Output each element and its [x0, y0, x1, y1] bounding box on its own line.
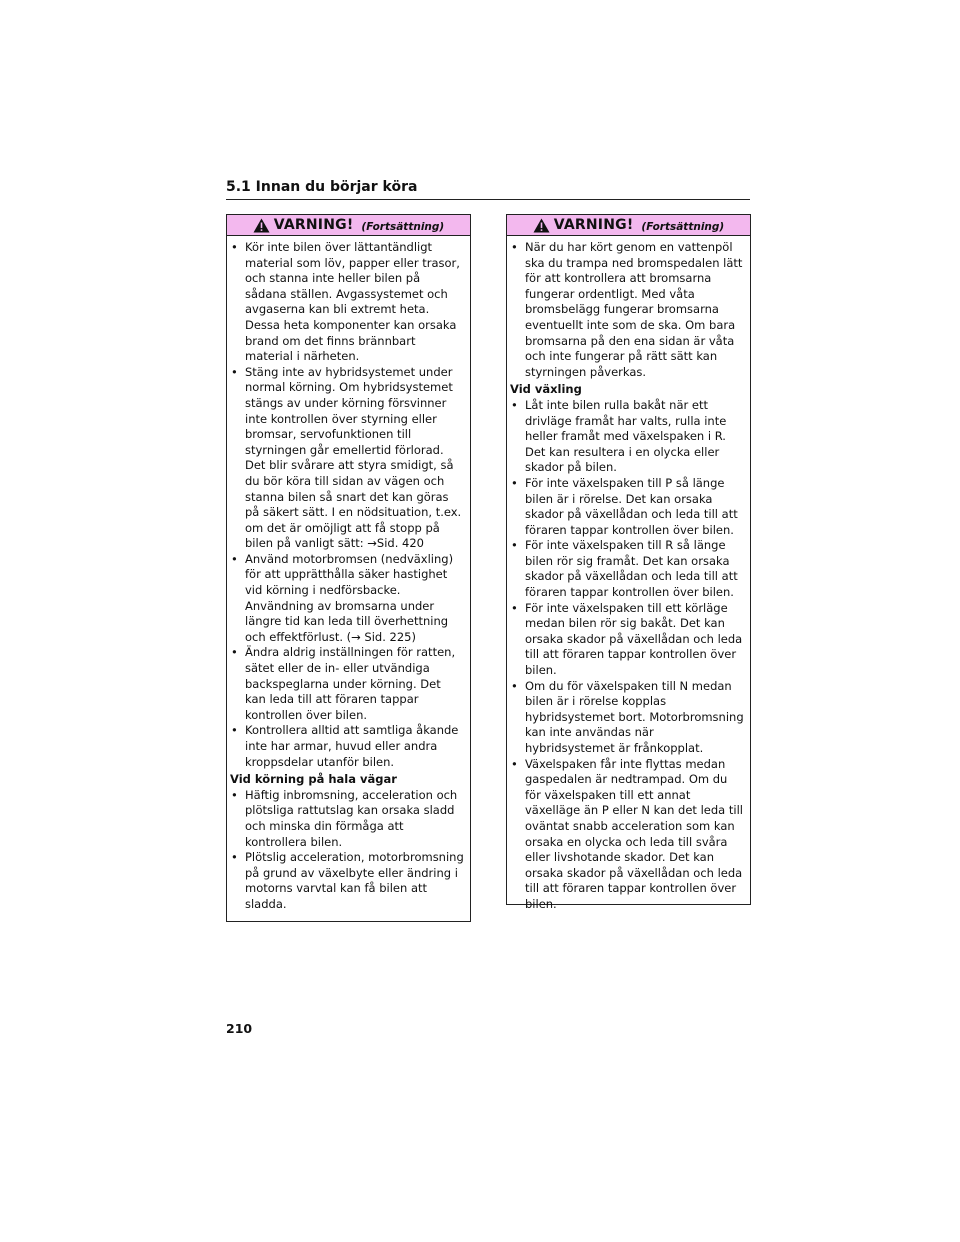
bullet-item: • Stäng inte av hybridsystemet under normal körning. Om hybridsystemet stängs av under körning försvinner inte kontrollen över styrning eller bromsar, servofunktionen till styrningen går emellertid förlorad. Det blir svårare att styra smidigt, så du bör köra till sidan av vägen och stanna bilen så snart det kan göras på säkert sätt. I en nödsituation, t.ex. om det är omöjligt att få stopp på bilen på vanligt sätt: →Sid. 420 — [230, 365, 465, 552]
page-number: 210 — [226, 1021, 253, 1036]
continued-label: (Fortsättning) — [641, 220, 725, 233]
bullet-item: • Kör inte bilen över lättantändligt material som löv, papper eller trasor, och stanna inte heller bilen på sådana ställen. Avgassystemet och avgaserna kan bli extremt heta. Dessa heta komponenter kan orsaka brand om det finns brännbart material i närheten. — [230, 240, 465, 365]
bullet-list — [510, 398, 745, 913]
bullet-item: • Växelspaken får inte flyttas medan gaspedalen är nedtrampad. Om du för växelspaken till ett annat växelläge än P eller N kan det leda till oväntat snabb acceleration som kan orsaka en olycka och leda till svåra eller livshotande skador. Det kan orsaka skador på växellådan och leda till att föraren tappar kontrollen över bilen. — [510, 757, 745, 913]
warning-triangle-icon — [533, 218, 550, 233]
subheading: Vid körning på hala vägar — [230, 772, 397, 787]
bullet-item: • För inte växelspaken till R så länge bilen rör sig framåt. Det kan orsaka skador på växellådan och leda till att föraren tappar kontrollen över bilen. — [510, 538, 745, 600]
bullet-list — [230, 788, 465, 913]
continued-label: (Fortsättning) — [361, 220, 445, 233]
bullet-item: • Häftig inbromsning, acceleration och plötsliga rattutslag kan orsaka sladd och minska din förmåga att kontrollera bilen. — [230, 788, 465, 850]
warning-triangle-icon — [253, 218, 270, 233]
bullet-item: • Om du för växelspaken till N medan bilen är i rörelse kopplas hybridsystemet bort. Motorbromsning kan inte användas när hybridsystemet är frånkopplat. — [510, 679, 745, 757]
bullet-item: • För inte växelspaken till ett körläge medan bilen rör sig bakåt. Det kan orsaka skador på växellådan och leda till att föraren tappar kontrollen över bilen. — [510, 601, 745, 679]
warning-header — [227, 215, 470, 236]
bullet-item: • Plötslig acceleration, motorbromsning på grund av växelbyte eller ändring i motorns varvtal kan få bilen att sladda. — [230, 850, 465, 912]
subheading: Vid växling — [510, 382, 582, 397]
bullet-list — [510, 240, 745, 380]
warning-body — [227, 236, 470, 913]
bullet-item: • Låt inte bilen rulla bakåt när ett drivläge framåt har valts, rulla inte heller framåt med växelspaken i R. Det kan resultera i en olycka eller skador på bilen. — [510, 398, 745, 476]
warning-box-left — [226, 214, 471, 922]
warning-title: VARNING! — [273, 217, 354, 233]
warning-header — [507, 215, 750, 236]
section-title: 5.1 Innan du börjar köra — [226, 179, 750, 200]
warning-box-right — [506, 214, 751, 911]
warning-body — [507, 236, 750, 913]
bullet-item: • Ändra aldrig inställningen för ratten, sätet eller de in- eller utvändiga backspeglarna under körning. Det kan leda till att föraren tappar kontrollen över bilen. — [230, 645, 465, 723]
warning-title: VARNING! — [553, 217, 634, 233]
bullet-list — [230, 240, 465, 770]
bullet-item: • Använd motorbromsen (nedväxling) för att upprätthålla säker hastighet vid körning i nedförsbacke. Användning av bromsarna under längre tid kan leda till överhettning och effektförlust. (→ Sid. 225) — [230, 552, 465, 646]
bullet-item: • För inte växelspaken till P så länge bilen är i rörelse. Det kan orsaka skador på växellådan och leda till att föraren tappar kontrollen över bilen. — [510, 476, 745, 538]
bullet-item: • Kontrollera alltid att samtliga åkande inte har armar, huvud eller andra kroppsdelar utanför bilen. — [230, 723, 465, 770]
bullet-item: • När du har kört genom en vattenpöl ska du trampa ned bromspedalen lätt för att kontrollera att bromsarna fungerar ordentligt. Med våta bromsbelägg fungerar bromsarna eventuellt inte som de ska. Om bara bromsarna på den ena sidan är våta och inte fungerar på rätt sätt kan styrningen påverkas. — [510, 240, 745, 380]
